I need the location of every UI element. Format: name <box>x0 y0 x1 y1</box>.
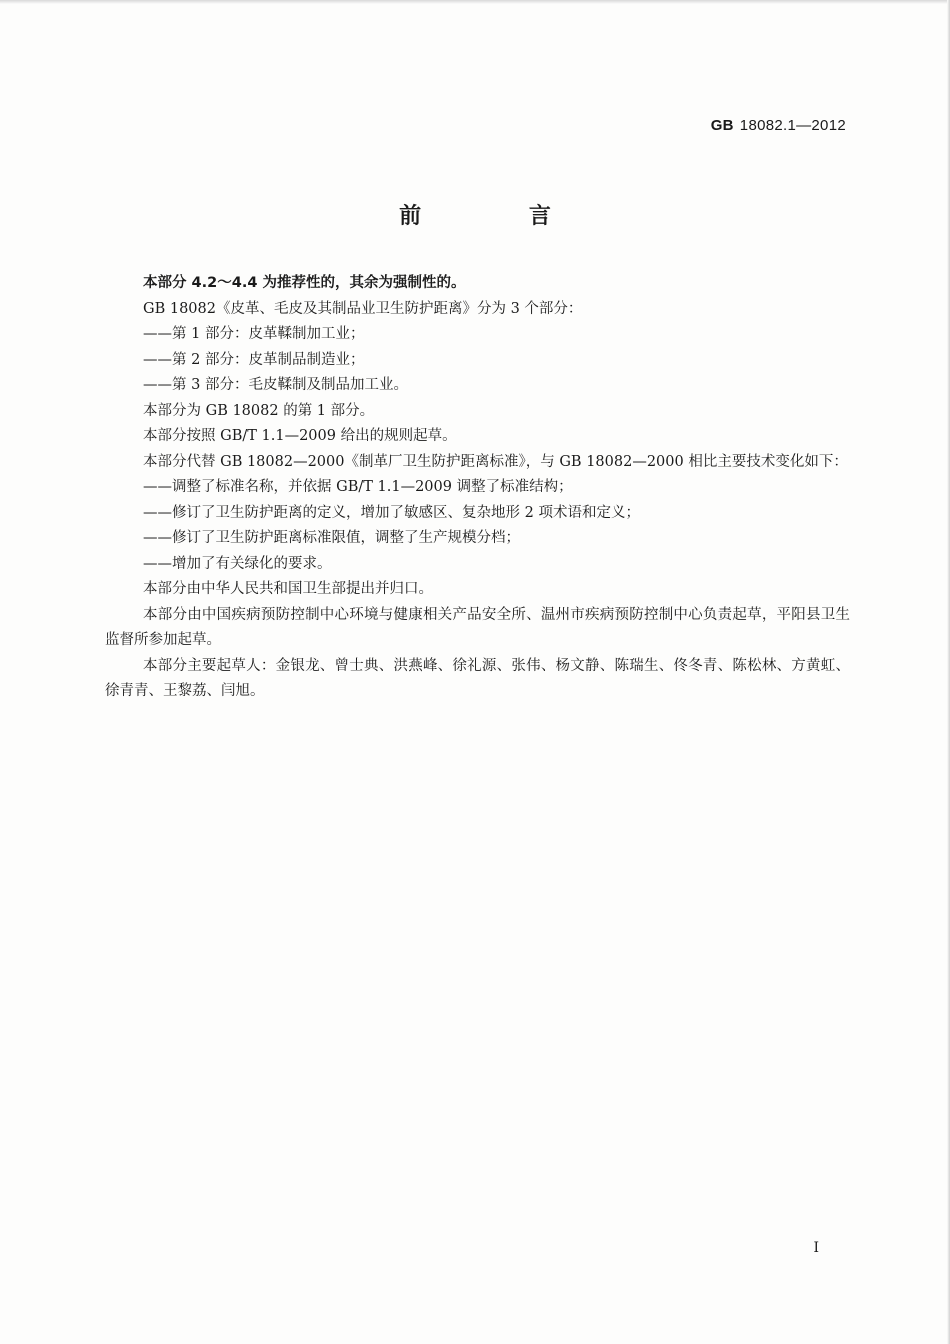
paragraph-drafters: 本部分主要起草人：金银龙、曾士典、洪燕峰、徐礼源、张伟、杨文静、陈瑞生、佟冬青、陈松林、方黄虹、徐青青、王黎荔、闫旭。 <box>105 657 850 699</box>
page-title: 前 言 <box>399 204 601 229</box>
scan-edge-top <box>0 0 950 4</box>
list-item-part-1: ——第 1 部分：皮革鞣制加工业； <box>143 326 365 342</box>
page-number: I <box>813 1240 819 1256</box>
paragraph-replacement: 本部分代替 GB 18082—2000《制革厂卫生防护距离标准》，与 GB 18082—2000 相比主要技术变化如下： <box>143 453 848 470</box>
list-item-change-2: ——修订了卫生防护距离的定义，增加了敏感区、复杂地形 2 项术语和定义； <box>143 504 640 521</box>
list-item-part-2: ——第 2 部分：皮革制品制造业； <box>143 351 365 368</box>
list-item-change-4: ——增加了有关绿化的要求。 <box>143 555 332 572</box>
paragraph-part-statement: 本部分为 GB 18082 的第 1 部分。 <box>143 402 375 419</box>
standard-prefix: GB <box>710 117 734 134</box>
paragraph-drafting-units: 本部分由中国疾病预防控制中心环境与健康相关产品安全所、温州市疾病预防控制中心负责起草，平阳县卫生监督所参加起草。 <box>105 606 850 648</box>
list-item-change-1: ——调整了标准名称，并依据 GB/T 1.1—2009 调整了标准结构； <box>143 479 573 495</box>
list-item-change-3: ——修订了卫生防护距离标准限值，调整了生产规模分档； <box>143 530 520 546</box>
paragraph-parts-intro: GB 18082《皮革、毛皮及其制品业卫生防护距离》分为 3 个部分： <box>143 300 583 317</box>
list-item-part-3: ——第 3 部分：毛皮鞣制及制品加工业。 <box>143 377 408 393</box>
standard-number: 18082.1—2012 <box>739 117 846 134</box>
paragraph-proposer: 本部分由中华人民共和国卫生部提出并归口。 <box>143 581 433 597</box>
standard-code <box>711 117 846 134</box>
paragraph-drafting-rules: 本部分按照 GB/T 1.1—2009 给出的规则起草。 <box>143 428 457 444</box>
paragraph-recommendation-note: 本部分 4.2～4.4 为推荐性的，其余为强制性的。 <box>143 275 466 291</box>
document-body <box>105 271 850 705</box>
